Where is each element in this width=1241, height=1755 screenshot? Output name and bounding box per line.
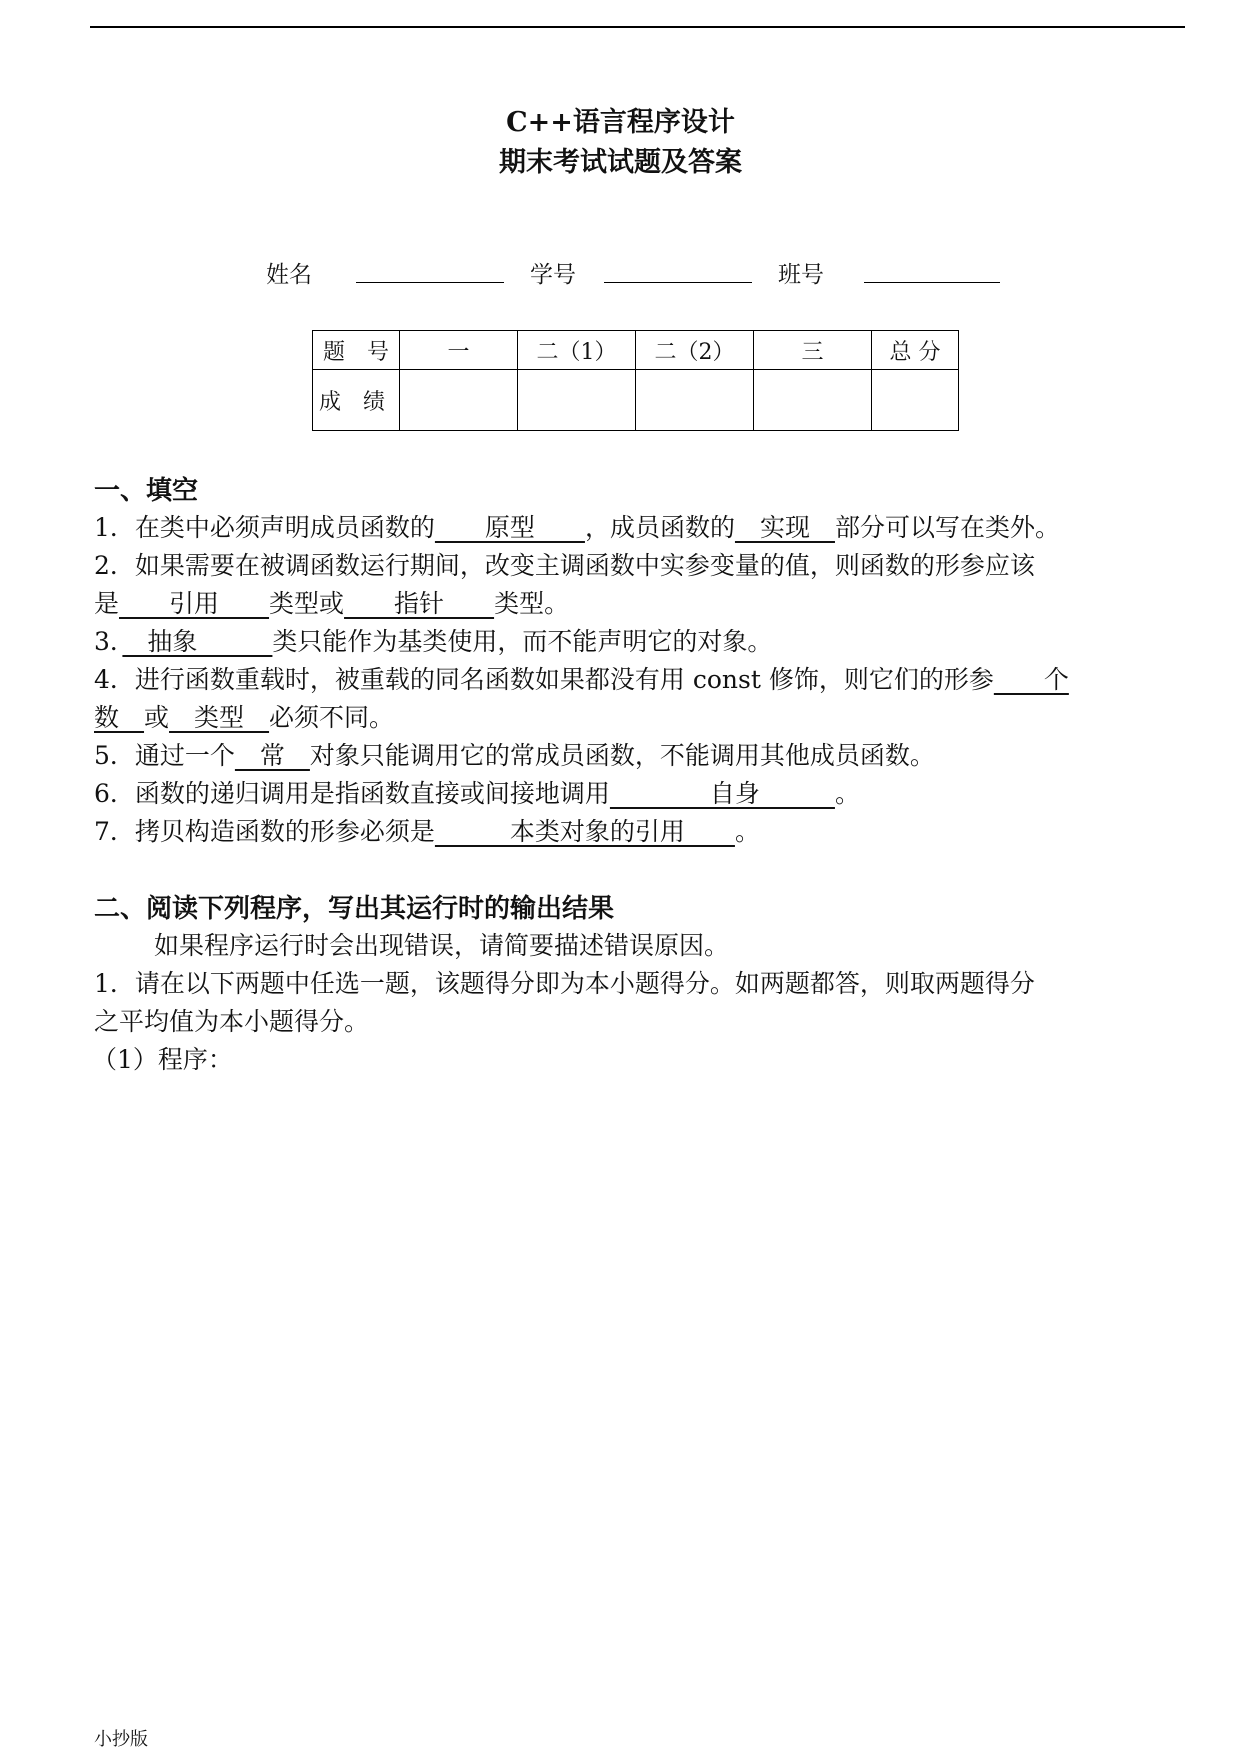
- score-cell: [636, 370, 754, 431]
- answer-blank: 实现: [734, 513, 835, 542]
- question-2-line1: 2．如果需要在被调函数运行期间，改变主调函数中实参变量的值，则函数的形参应该: [94, 551, 1035, 580]
- question-4-line2: 数 或 类型 必须不同。: [94, 703, 395, 732]
- answer-blank: 抽象: [122, 627, 273, 656]
- section-2-title: 二、阅读下列程序，写出其运行时的输出结果: [94, 894, 615, 924]
- doc-subtitle: 期末考试试题及答案: [499, 147, 742, 178]
- answer-blank: 数: [94, 703, 145, 732]
- name-label: 姓名: [266, 262, 312, 288]
- question-7: 7．拷贝构造函数的形参必须是 本类对象的引用 。: [94, 817, 760, 846]
- id-label: 学号: [530, 262, 576, 288]
- score-header-cell: 题 号: [313, 331, 400, 370]
- class-blank: [864, 262, 1000, 283]
- score-header-cell: 二（1）: [518, 331, 636, 370]
- answer-blank: 本类对象的引用: [434, 817, 735, 846]
- score-header-cell: 总 分: [872, 331, 959, 370]
- score-row-label: 成 绩: [313, 370, 400, 431]
- question-1: 1．在类中必须声明成员函数的 原型 ，成员函数的 实现 部分可以写在类外。: [94, 513, 1060, 542]
- answer-blank: 个: [993, 665, 1069, 694]
- score-header-cell: 二（2）: [636, 331, 754, 370]
- answer-blank: 常: [234, 741, 310, 770]
- score-table: [312, 330, 959, 431]
- answer-blank: 类型: [169, 703, 270, 732]
- score-header-cell: 一: [400, 331, 518, 370]
- score-cell: [872, 370, 959, 431]
- header-rule: [90, 26, 1185, 28]
- answer-blank: 自身: [609, 779, 835, 808]
- question-5: 5．通过一个 常 对象只能调用它的常成员函数，不能调用其他成员函数。: [94, 741, 935, 770]
- question-3: 3． 抽象 类只能作为基类使用，而不能声明它的对象。: [94, 627, 773, 656]
- name-blank: [356, 262, 504, 283]
- doc-title: C++语言程序设计: [506, 107, 735, 138]
- answer-blank: 引用: [119, 589, 270, 618]
- class-label: 班号: [778, 262, 824, 288]
- footer-label: 小抄版: [94, 1729, 148, 1750]
- score-cell: [518, 370, 636, 431]
- question-6: 6．函数的递归调用是指函数直接或间接地调用 自身 。: [94, 779, 860, 808]
- score-cell: [754, 370, 872, 431]
- question-4-line1: 4．进行函数重载时，被重载的同名函数如果都没有用 const 修饰，则它们的形参 个: [94, 665, 1069, 694]
- section-2-q1-line2: 之平均值为本小题得分。: [94, 1007, 370, 1036]
- id-blank: [604, 262, 752, 283]
- answer-blank: 原型: [434, 513, 585, 542]
- section-1-title: 一、填空: [94, 476, 199, 506]
- question-2-line2: 是 引用 类型或 指针 类型。: [94, 589, 570, 618]
- section-2-q1-line1: 1．请在以下两题中任选一题，该题得分即为本小题得分。如两题都答，则取两题得分: [94, 969, 1035, 998]
- score-header-cell: 三: [754, 331, 872, 370]
- section-2-note: 如果程序运行时会出现错误，请简要描述错误原因。: [154, 931, 730, 960]
- score-cell: [400, 370, 518, 431]
- answer-blank: 指针: [344, 589, 495, 618]
- section-2-sub1: （1）程序：: [92, 1045, 233, 1074]
